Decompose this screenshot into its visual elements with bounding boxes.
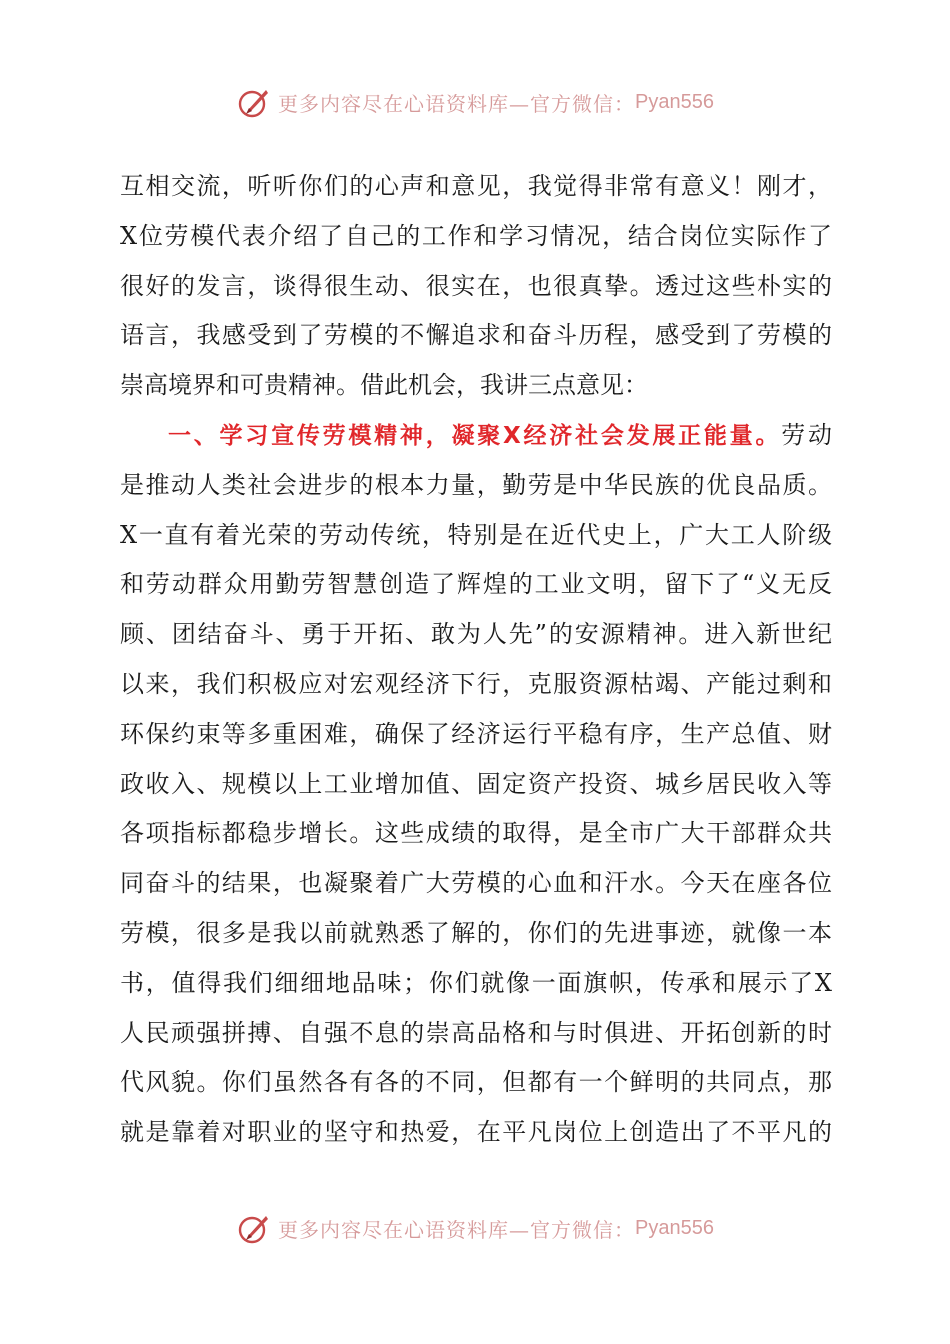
document-body bbox=[120, 162, 832, 1158]
body-line: 环保约束等多重困难，确保了经济运行平稳有序，生产总值、财 bbox=[120, 719, 832, 748]
quill-logo-icon bbox=[236, 1210, 272, 1246]
body-line: 劳模，很多是我以前就熟悉了解的，你们的先进事迹，就像一本 bbox=[120, 918, 832, 947]
body-line: 很好的发言，谈得很生动、很实在，也很真挚。透过这些朴实的 bbox=[120, 271, 832, 300]
body-line: 政收入、规模以上工业增加值、固定资产投资、城乡居民收入等 bbox=[120, 769, 832, 798]
body-line: 书，值得我们细细地品味；你们就像一面旗帜，传承和展示了X bbox=[120, 968, 832, 997]
footer-watermark bbox=[0, 1208, 950, 1248]
watermark-wechat-id: Pyan556 bbox=[635, 90, 714, 113]
body-line: 以来，我们积极应对宏观经济下行，克服资源枯竭、产能过剩和 bbox=[120, 669, 832, 698]
section-heading: 一、学习宣传劳模精神，凝聚X经济社会发展正能量。 bbox=[168, 422, 782, 449]
watermark-wechat-id: Pyan556 bbox=[635, 1216, 714, 1239]
section-heading-line bbox=[120, 411, 832, 461]
body-line: X一直有着光荣的劳动传统，特别是在近代史上，广大工人阶级 bbox=[120, 520, 832, 549]
body-line: 顾、团结奋斗、勇于开拓、敢为人先”的安源精神。进入新世纪 bbox=[120, 620, 832, 649]
watermark-text: 更多内容尽在心语资料库—官方微信： bbox=[278, 1217, 636, 1242]
body-line: 同奋斗的结果，也凝聚着广大劳模的心血和汗水。今天在座各位 bbox=[120, 869, 832, 898]
watermark-text: 更多内容尽在心语资料库—官方微信： bbox=[278, 91, 636, 116]
body-line: 互相交流，听听你们的心声和意见，我觉得非常有意义！刚才， bbox=[120, 172, 832, 200]
body-line: 是推动人类社会进步的根本力量，勤劳是中华民族的优良品质。 bbox=[120, 470, 832, 499]
body-line: 人民顽强拼搏、自强不息的崇高品格和与时俱进、开拓创新的时 bbox=[120, 1018, 832, 1047]
body-line: 崇高境界和可贵精神。借此机会，我讲三点意见： bbox=[120, 371, 648, 400]
heading-tail: 劳动 bbox=[781, 420, 832, 449]
body-line: 就是靠着对职业的坚守和热爱，在平凡岗位上创造出了不平凡的 bbox=[120, 1118, 832, 1147]
header-watermark bbox=[0, 82, 950, 122]
quill-logo-icon bbox=[236, 84, 272, 120]
body-line: X位劳模代表介绍了自己的工作和学习情况，结合岗位实际作了 bbox=[120, 221, 832, 250]
body-line: 和劳动群众用勤劳智慧创造了辉煌的工业文明，留下了“义无反 bbox=[120, 570, 832, 599]
body-line: 语言，我感受到了劳模的不懈追求和奋斗历程，感受到了劳模的 bbox=[120, 321, 832, 350]
body-line: 各项指标都稳步增长。这些成绩的取得，是全市广大干部群众共 bbox=[120, 819, 832, 848]
body-line: 代风貌。你们虽然各有各的不同，但都有一个鲜明的共同点，那 bbox=[120, 1068, 832, 1097]
